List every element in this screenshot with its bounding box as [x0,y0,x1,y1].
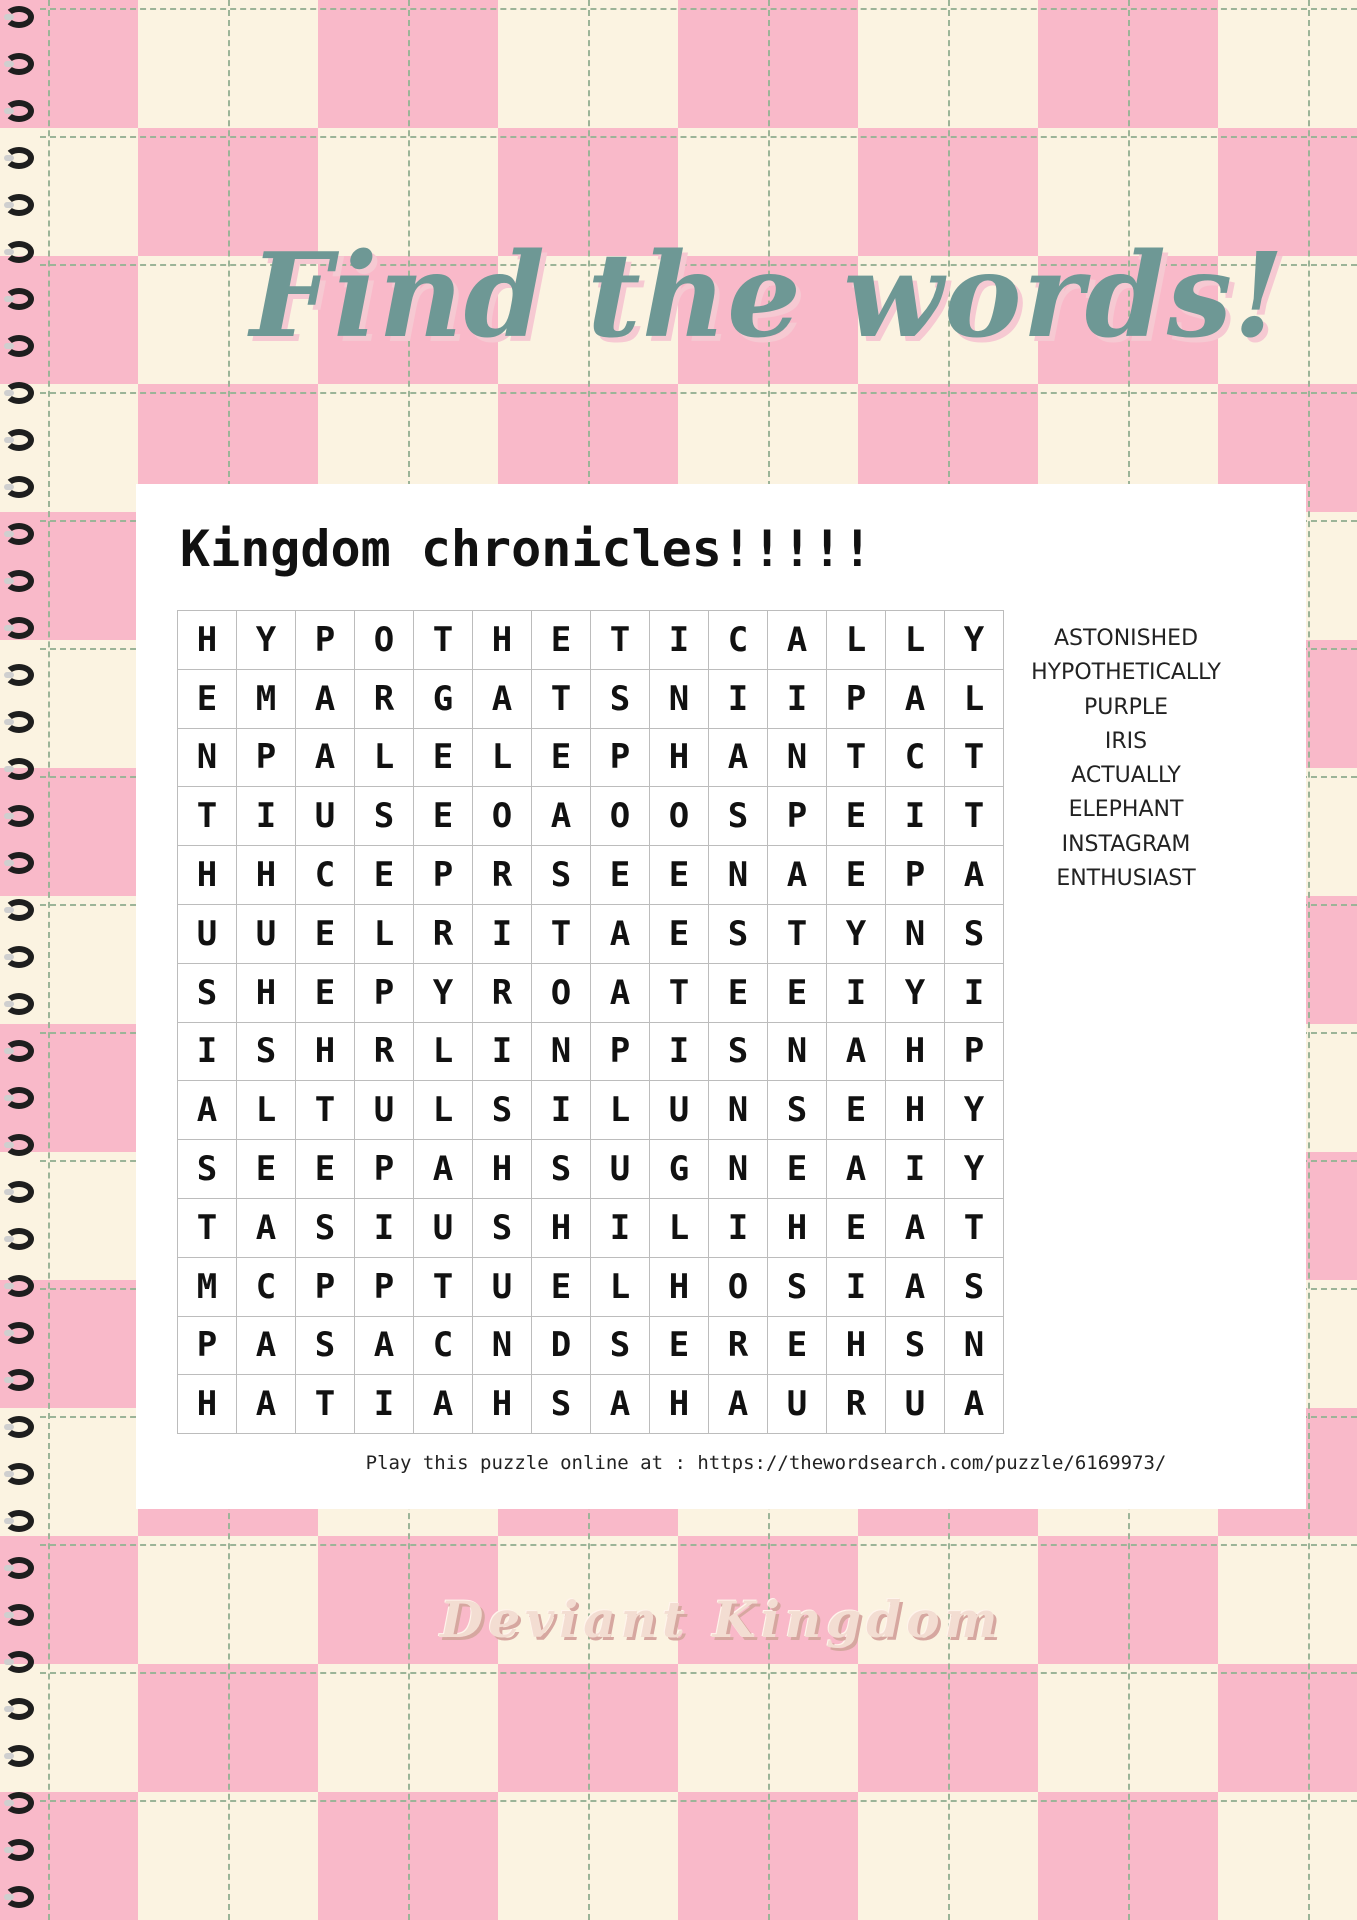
grid-cell[interactable]: H [237,846,296,905]
word-list-item: INSTAGRAM [1061,831,1191,857]
dashed-line [40,1544,1357,1546]
binding-ring-icon [4,805,34,827]
grid-cell[interactable]: T [178,1199,237,1258]
word-list-item: PURPLE [1083,694,1169,720]
grid-cell[interactable]: P [945,1023,1004,1082]
grid-cell[interactable]: O [355,611,414,670]
grid-cell[interactable]: S [591,1317,650,1376]
grid-cell[interactable]: A [591,905,650,964]
grid-cell[interactable]: H [178,1375,237,1434]
grid-cell[interactable]: M [178,1258,237,1317]
word-list-item: ACTUALLY [1071,763,1181,789]
grid-cell[interactable]: I [178,1023,237,1082]
grid-cell[interactable]: U [886,1375,945,1434]
word-list-item: ELEPHANT [1068,797,1184,823]
grid-cell[interactable]: A [532,787,591,846]
grid-cell[interactable]: N [768,1023,827,1082]
grid-cell[interactable]: I [591,1199,650,1258]
grid-cell[interactable]: C [709,611,768,670]
grid-cell[interactable]: E [650,905,709,964]
grid-cell[interactable]: H [650,1258,709,1317]
grid-cell[interactable]: G [414,670,473,729]
grid-cell[interactable]: T [650,964,709,1023]
grid-cell[interactable]: Y [886,964,945,1023]
dashed-line [1308,0,1310,1920]
grid-cell[interactable]: A [414,1375,473,1434]
grid-cell[interactable]: T [178,787,237,846]
grid-cell[interactable]: E [650,1317,709,1376]
grid-cell[interactable]: E [768,1140,827,1199]
binding-ring-icon [4,664,34,686]
grid-cell[interactable]: S [532,1375,591,1434]
grid-cell[interactable]: I [709,670,768,729]
grid-cell[interactable]: H [296,1023,355,1082]
grid-cell[interactable]: O [473,787,532,846]
grid-cell[interactable]: T [591,611,650,670]
word-search-grid [177,610,1004,1434]
grid-cell[interactable]: A [886,1258,945,1317]
grid-cell[interactable]: U [414,1199,473,1258]
grid-cell[interactable]: A [886,1199,945,1258]
grid-cell[interactable]: N [886,905,945,964]
grid-cell[interactable]: H [473,1375,532,1434]
grid-cell[interactable]: S [709,787,768,846]
word-list-item: ENTHUSIAST [1056,866,1196,892]
binding-ring-icon [4,1275,34,1297]
grid-cell[interactable]: E [532,729,591,788]
grid-cell[interactable]: S [886,1317,945,1376]
binding-ring-icon [4,194,34,216]
binding-ring-icon [4,100,34,122]
grid-cell[interactable]: Y [945,1081,1004,1140]
grid-cell[interactable]: E [827,787,886,846]
binding-ring-icon [4,1745,34,1767]
grid-cell[interactable]: H [650,729,709,788]
grid-cell[interactable]: Y [827,905,886,964]
grid-cell[interactable]: N [532,1023,591,1082]
grid-cell[interactable]: P [414,846,473,905]
grid-cell[interactable]: S [945,1258,1004,1317]
grid-cell[interactable]: S [591,670,650,729]
word-list-item: ASTONISHED [1053,626,1199,651]
grid-cell[interactable]: S [768,1081,827,1140]
grid-cell[interactable]: N [473,1317,532,1376]
grid-cell[interactable]: T [945,729,1004,788]
binding-ring-icon [4,617,34,639]
binding-ring-icon [4,946,34,968]
grid-cell[interactable]: L [591,1258,650,1317]
grid-cell[interactable]: D [532,1317,591,1376]
grid-cell[interactable]: Y [945,611,1004,670]
grid-cell[interactable]: R [827,1375,886,1434]
binding-ring-icon [4,382,34,404]
binding-ring-icon [4,1463,34,1485]
grid-cell[interactable]: I [237,787,296,846]
grid-cell[interactable]: A [886,670,945,729]
grid-cell[interactable]: H [886,1081,945,1140]
grid-cell[interactable]: L [886,611,945,670]
grid-cell[interactable]: E [591,846,650,905]
grid-cell[interactable]: P [296,611,355,670]
binding-ring-icon [4,1087,34,1109]
word-list-item: HYPOTHETICALLY [1031,660,1221,686]
grid-cell[interactable]: O [650,787,709,846]
puzzle-footer-link[interactable]: Play this puzzle online at : https://thewordsearch.com/puzzle/6169973/ [365,1452,1167,1474]
grid-cell[interactable]: A [827,1140,886,1199]
grid-cell[interactable]: I [473,1023,532,1082]
grid-cell[interactable]: P [355,1140,414,1199]
page-heading: Find the words! [250,228,1286,364]
grid-cell[interactable]: E [296,905,355,964]
binding-ring-icon [4,758,34,780]
grid-cell[interactable]: P [355,964,414,1023]
grid-cell[interactable]: C [886,729,945,788]
grid-cell[interactable]: I [886,787,945,846]
grid-cell[interactable]: A [945,1375,1004,1434]
grid-cell[interactable]: I [355,1375,414,1434]
grid-cell[interactable]: E [414,787,473,846]
grid-cell[interactable]: U [355,1081,414,1140]
binding-ring-icon [4,1181,34,1203]
grid-cell[interactable]: S [296,1317,355,1376]
grid-cell[interactable]: I [827,1258,886,1317]
brand-name: Deviant Kingdom [440,1590,1003,1649]
grid-cell[interactable]: A [591,964,650,1023]
grid-cell[interactable]: L [591,1081,650,1140]
grid-cell[interactable]: M [237,670,296,729]
grid-cell[interactable]: N [945,1317,1004,1376]
binding-ring-icon [4,288,34,310]
grid-cell[interactable]: I [945,964,1004,1023]
grid-cell[interactable]: E [355,846,414,905]
binding-ring-icon [4,147,34,169]
grid-cell[interactable]: S [355,787,414,846]
grid-cell[interactable]: R [355,1023,414,1082]
grid-cell[interactable]: S [178,964,237,1023]
grid-cell[interactable]: T [945,1199,1004,1258]
grid-cell[interactable]: U [237,905,296,964]
grid-cell[interactable]: A [178,1081,237,1140]
grid-cell[interactable]: I [532,1081,591,1140]
grid-cell[interactable]: L [827,611,886,670]
grid-cell[interactable]: P [237,729,296,788]
grid-cell[interactable]: E [768,1317,827,1376]
grid-cell[interactable]: I [709,1199,768,1258]
grid-cell[interactable]: H [532,1199,591,1258]
grid-cell[interactable]: S [532,846,591,905]
grid-cell[interactable]: U [178,905,237,964]
binding-ring-icon [4,993,34,1015]
grid-cell[interactable]: T [827,729,886,788]
grid-cell[interactable]: A [827,1023,886,1082]
dashed-line [40,136,1357,138]
grid-cell[interactable]: N [709,1140,768,1199]
grid-cell[interactable]: N [650,670,709,729]
grid-cell[interactable]: A [591,1375,650,1434]
grid-cell[interactable]: T [945,787,1004,846]
grid-cell[interactable]: E [296,1140,355,1199]
grid-cell[interactable]: P [296,1258,355,1317]
dashed-line [40,1672,1357,1674]
grid-cell[interactable]: R [709,1317,768,1376]
dashed-line [40,1800,1357,1802]
puzzle-title: Kingdom chronicles!!!!! [180,520,873,578]
grid-cell[interactable]: H [650,1375,709,1434]
grid-cell[interactable]: T [532,905,591,964]
grid-cell[interactable]: T [532,670,591,729]
grid-cell[interactable]: R [414,905,473,964]
binding-ring-icon [4,1604,34,1626]
grid-cell[interactable]: H [886,1023,945,1082]
grid-cell[interactable]: A [296,729,355,788]
grid-cell[interactable]: A [768,611,827,670]
grid-cell[interactable]: S [178,1140,237,1199]
grid-cell[interactable]: R [473,846,532,905]
grid-cell[interactable]: H [178,611,237,670]
grid-cell[interactable]: E [650,846,709,905]
grid-cell[interactable]: I [768,670,827,729]
binding-ring-icon [4,429,34,451]
grid-cell[interactable]: A [237,1199,296,1258]
grid-cell[interactable]: Y [945,1140,1004,1199]
grid-cell[interactable]: R [355,670,414,729]
binding-ring-icon [4,1416,34,1438]
binding-ring-icon [4,852,34,874]
grid-cell[interactable]: E [178,670,237,729]
grid-cell[interactable]: N [768,729,827,788]
grid-cell[interactable]: S [768,1258,827,1317]
puzzle-panel [136,484,1306,1509]
grid-cell[interactable]: E [414,729,473,788]
grid-cell[interactable]: P [178,1317,237,1376]
dashed-line [40,392,1357,394]
grid-cell[interactable]: I [355,1199,414,1258]
grid-cell[interactable]: R [473,964,532,1023]
grid-cell[interactable]: T [414,1258,473,1317]
grid-cell[interactable]: P [591,729,650,788]
grid-cell[interactable]: S [473,1199,532,1258]
grid-cell[interactable]: N [709,846,768,905]
grid-cell[interactable]: A [945,846,1004,905]
grid-cell[interactable]: H [473,611,532,670]
binding-ring-icon [4,53,34,75]
grid-cell[interactable]: E [532,611,591,670]
grid-cell[interactable]: I [650,1023,709,1082]
binding-ring-icon [4,523,34,545]
grid-cell[interactable]: P [591,1023,650,1082]
grid-cell[interactable]: A [473,670,532,729]
grid-cell[interactable]: E [827,1081,886,1140]
grid-cell[interactable]: H [473,1140,532,1199]
grid-cell[interactable]: H [237,964,296,1023]
binding-ring-icon [4,1322,34,1344]
grid-cell[interactable]: A [237,1375,296,1434]
grid-cell[interactable]: E [532,1258,591,1317]
grid-cell[interactable]: H [178,846,237,905]
grid-cell[interactable]: S [709,1023,768,1082]
grid-cell[interactable]: I [650,611,709,670]
grid-cell[interactable]: H [827,1317,886,1376]
grid-cell[interactable]: L [414,1081,473,1140]
grid-cell[interactable]: C [296,846,355,905]
binding-ring-icon [4,6,34,28]
binding-ring-icon [4,1886,34,1908]
binding-ring-icon [4,1040,34,1062]
grid-cell[interactable]: E [827,846,886,905]
binding-ring-icon [4,570,34,592]
grid-cell[interactable]: P [886,846,945,905]
binding-ring-icon [4,711,34,733]
binding-ring-icon [4,1369,34,1391]
grid-cell[interactable]: T [768,905,827,964]
grid-cell[interactable]: U [591,1140,650,1199]
grid-cell[interactable]: A [355,1317,414,1376]
grid-cell[interactable]: U [650,1081,709,1140]
grid-cell[interactable]: U [768,1375,827,1434]
binding-ring-icon [4,1651,34,1673]
grid-cell[interactable]: S [709,905,768,964]
binding-ring-icon [4,1557,34,1579]
grid-cell[interactable]: H [768,1199,827,1258]
grid-cell[interactable]: T [296,1081,355,1140]
grid-cell[interactable]: E [827,1199,886,1258]
grid-cell[interactable]: S [532,1140,591,1199]
grid-cell[interactable]: E [296,964,355,1023]
grid-cell[interactable]: P [768,787,827,846]
grid-cell[interactable]: A [296,670,355,729]
grid-cell[interactable]: I [827,964,886,1023]
grid-cell[interactable]: E [709,964,768,1023]
spiral-binding [0,0,44,1920]
grid-cell[interactable]: L [650,1199,709,1258]
grid-cell[interactable]: I [473,905,532,964]
grid-cell[interactable]: S [945,905,1004,964]
grid-cell[interactable]: A [709,1375,768,1434]
grid-cell[interactable]: T [296,1375,355,1434]
grid-cell[interactable]: O [532,964,591,1023]
grid-cell[interactable]: A [237,1317,296,1376]
binding-ring-icon [4,1698,34,1720]
binding-ring-icon [4,476,34,498]
binding-ring-icon [4,335,34,357]
grid-cell[interactable]: L [355,905,414,964]
dashed-line [48,0,50,1920]
grid-cell[interactable]: Y [237,611,296,670]
grid-cell[interactable]: S [296,1199,355,1258]
dashed-line [40,8,1357,10]
grid-cell[interactable]: L [414,1023,473,1082]
binding-ring-icon [4,241,34,263]
grid-cell[interactable]: Y [414,964,473,1023]
grid-cell[interactable]: L [355,729,414,788]
grid-cell[interactable]: U [296,787,355,846]
grid-cell[interactable]: P [827,670,886,729]
grid-cell[interactable]: S [237,1023,296,1082]
binding-ring-icon [4,1792,34,1814]
grid-cell[interactable]: L [945,670,1004,729]
grid-cell[interactable]: E [237,1140,296,1199]
grid-cell[interactable]: A [414,1140,473,1199]
grid-cell[interactable]: O [709,1258,768,1317]
binding-ring-icon [4,1510,34,1532]
grid-cell[interactable]: E [768,964,827,1023]
grid-cell[interactable]: T [414,611,473,670]
word-list-item: IRIS [1104,728,1148,754]
grid-cell[interactable]: L [237,1081,296,1140]
grid-cell[interactable]: A [768,846,827,905]
grid-cell[interactable]: I [886,1140,945,1199]
binding-ring-icon [4,1134,34,1156]
grid-cell[interactable]: U [473,1258,532,1317]
grid-cell[interactable]: O [591,787,650,846]
binding-ring-icon [4,1228,34,1250]
grid-cell[interactable]: G [650,1140,709,1199]
grid-cell[interactable]: N [178,729,237,788]
grid-cell[interactable]: A [709,729,768,788]
grid-cell[interactable]: P [355,1258,414,1317]
binding-ring-icon [4,899,34,921]
binding-ring-icon [4,1839,34,1861]
grid-cell[interactable]: C [414,1317,473,1376]
grid-cell[interactable]: S [473,1081,532,1140]
grid-cell[interactable]: C [237,1258,296,1317]
grid-cell[interactable]: N [709,1081,768,1140]
word-list [1031,622,1221,896]
grid-cell[interactable]: L [473,729,532,788]
